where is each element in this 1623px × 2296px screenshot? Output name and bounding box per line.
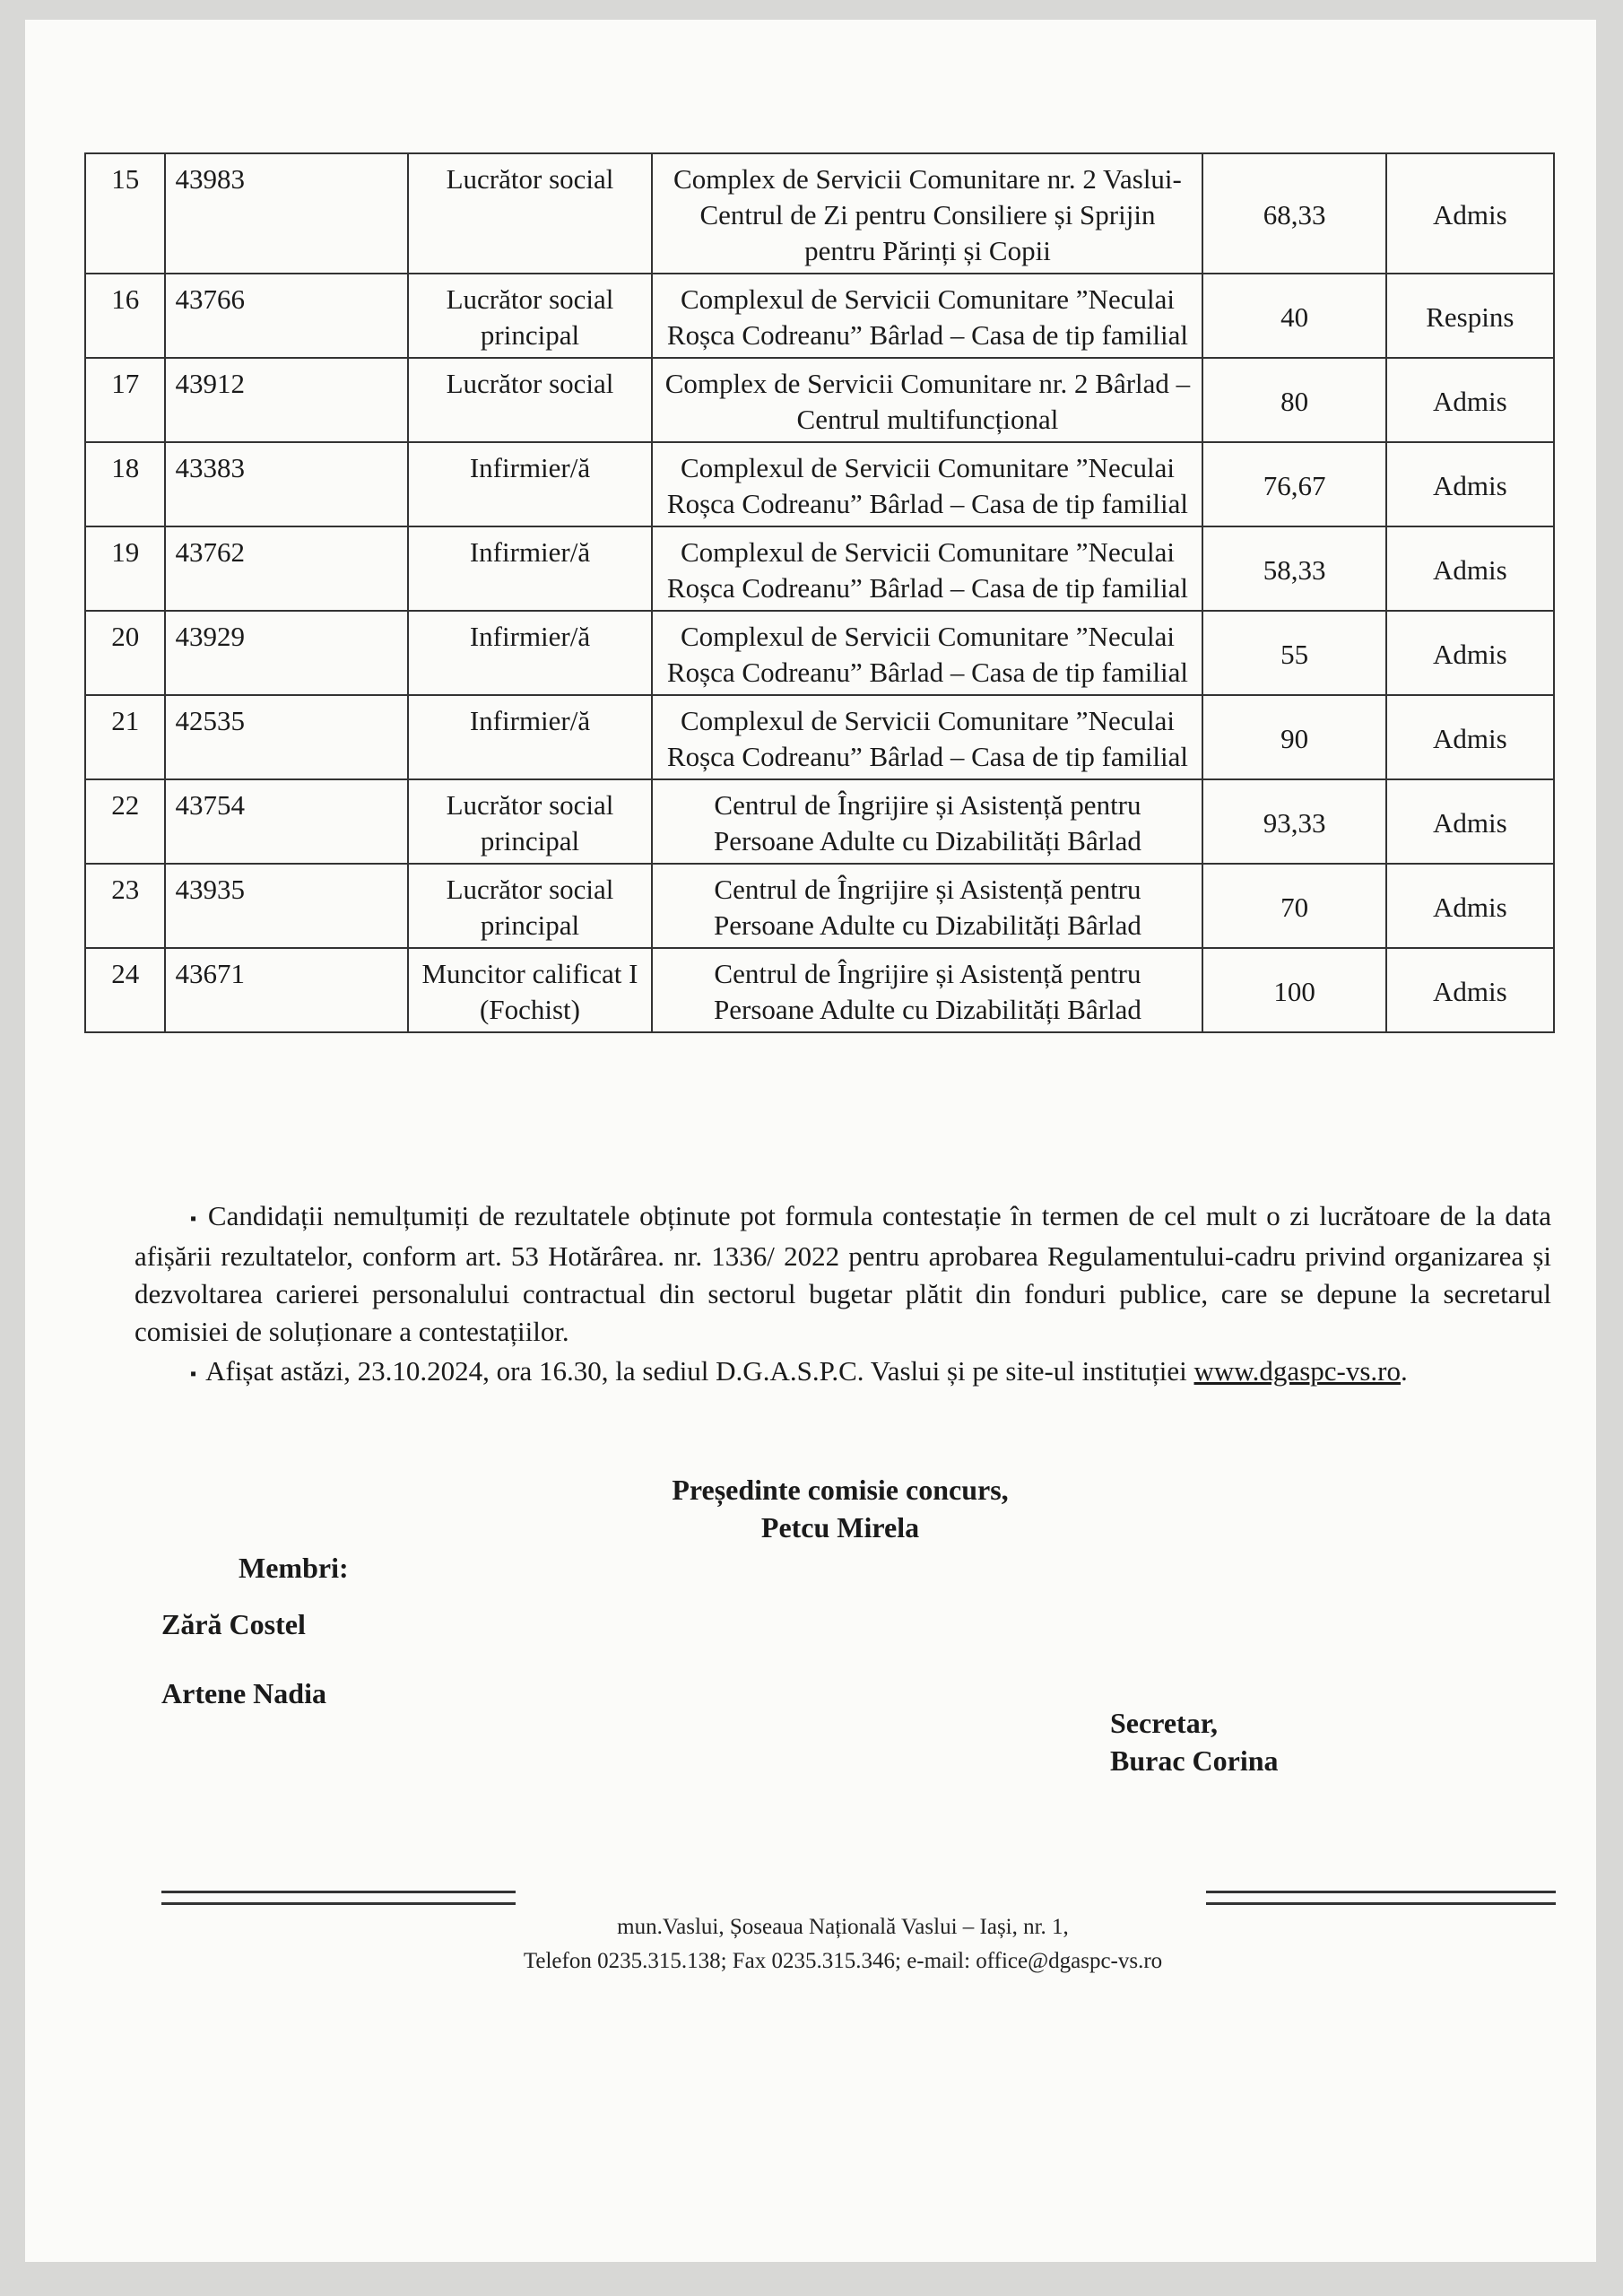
position-name: Lucrător social principal [408,779,653,864]
results-table-body [85,153,1554,1032]
results-table [84,152,1555,1033]
workplace-name: Complexul de Servicii Comunitare ”Neculai Roșca Codreanu” Bârlad – Casa de tip familial [652,526,1202,611]
table-row [85,153,1554,274]
membru-zara-costel: Zără Costel [161,1608,306,1640]
position-name: Lucrător social [408,358,653,442]
workplace-name: Complex de Servicii Comunitare nr. 2 Bârlad – Centrul multifuncțional [652,358,1202,442]
result-status: Admis [1386,526,1554,611]
contestatie-text: Candidații nemulțumiți de rezultatele obținute pot formula contestație în termen de cel mult o zi lucrătoare de la data afișării rezultatelor, conform art. 53 Hotărârea. nr. 1336/ 2022 pentru aprobarea Regulamentului-cadru privind organizarea și dezvoltarea carierei personalului contractual din sectorul bugetar plătit din fonduri publice, care se depune la secretarul comisiei de soluționare a contestațiilor. [135,1200,1552,1347]
position-name: Infirmier/ă [408,442,653,526]
result-status: Admis [1386,611,1554,695]
result-status: Admis [1386,153,1554,274]
row-number: 15 [85,153,165,274]
row-number: 19 [85,526,165,611]
row-number: 16 [85,274,165,358]
table-row [85,442,1554,526]
workplace-name: Complexul de Servicii Comunitare ”Neculai Roșca Codreanu” Bârlad – Casa de tip familial [652,695,1202,779]
row-number: 17 [85,358,165,442]
score: 55 [1202,611,1385,695]
candidate-code: 43935 [165,864,407,948]
score: 90 [1202,695,1385,779]
result-status: Admis [1386,695,1554,779]
result-status: Admis [1386,948,1554,1032]
position-name: Lucrător social principal [408,274,653,358]
result-status: Admis [1386,358,1554,442]
candidate-code: 43983 [165,153,407,274]
footer-rule-left [161,1891,516,1905]
contestatie-note [135,1197,1551,1351]
score: 68,33 [1202,153,1385,274]
presedinte-title: Președinte comisie concurs, [672,1474,1009,1506]
secretar-block [1110,1704,1279,1779]
row-number: 24 [85,948,165,1032]
workplace-name: Complexul de Servicii Comunitare ”Neculai Roșca Codreanu” Bârlad – Casa de tip familial [652,611,1202,695]
score: 80 [1202,358,1385,442]
footer-address [359,1910,1327,1979]
membru-artene-nadia: Artene Nadia [161,1677,326,1709]
candidate-code: 43912 [165,358,407,442]
workplace-name: Complexul de Servicii Comunitare ”Neculai Roșca Codreanu” Bârlad – Casa de tip familial [652,274,1202,358]
website-link[interactable]: www.dgaspc-vs.ro [1193,1354,1401,1387]
row-number: 20 [85,611,165,695]
workplace-name: Complexul de Servicii Comunitare ”Neculai Roșca Codreanu” Bârlad – Casa de tip familial [652,442,1202,526]
result-status: Respins [1386,274,1554,358]
workplace-name: Centrul de Îngrijire și Asistență pentru Persoane Adulte cu Dizabilități Bârlad [652,948,1202,1032]
row-number: 18 [85,442,165,526]
candidate-code: 43929 [165,611,407,695]
score: 70 [1202,864,1385,948]
workplace-name: Centrul de Îngrijire și Asistență pentru Persoane Adulte cu Dizabilități Bârlad [652,779,1202,864]
score: 40 [1202,274,1385,358]
afisat-suffix: . [1400,1354,1408,1387]
candidate-code: 43671 [165,948,407,1032]
footer-line-address: mun.Vaslui, Șoseaua Națională Vaslui – Iași, nr. 1, [617,1915,1069,1939]
presedinte-block [665,1471,1015,1546]
score: 100 [1202,948,1385,1032]
candidate-code: 43383 [165,442,407,526]
bullet-icon: ▪ [190,1208,199,1229]
afisat-text: Afișat astăzi, 23.10.2024, ora 16.30, la sediul D.G.A.S.P.C. Vaslui și pe site-ul instituției [205,1354,1187,1387]
result-status: Admis [1386,864,1554,948]
result-status: Admis [1386,779,1554,864]
table-row [85,779,1554,864]
workplace-name: Complex de Servicii Comunitare nr. 2 Vaslui- Centrul de Zi pentru Consiliere și Sprijin pentru Părinți și Copii [652,153,1202,274]
footer-line-contact: Telefon 0235.315.138; Fax 0235.315.346; e-mail: office@dgaspc-vs.ro [523,1949,1163,1973]
table-row [85,948,1554,1032]
position-name: Infirmier/ă [408,526,653,611]
afisat-note [135,1352,1551,1393]
position-name: Muncitor calificat I (Fochist) [408,948,653,1032]
table-row [85,358,1554,442]
table-row [85,274,1554,358]
position-name: Lucrător social principal [408,864,653,948]
bullet-icon: ▪ [190,1363,197,1384]
secretar-title: Secretar, [1110,1707,1218,1739]
candidate-code: 43762 [165,526,407,611]
workplace-name: Centrul de Îngrijire și Asistență pentru Persoane Adulte cu Dizabilități Bârlad [652,864,1202,948]
table-row [85,526,1554,611]
row-number: 21 [85,695,165,779]
score: 76,67 [1202,442,1385,526]
footer-rule-right [1206,1891,1556,1905]
table-row [85,695,1554,779]
secretar-name: Burac Corina [1110,1744,1279,1777]
score: 58,33 [1202,526,1385,611]
row-number: 22 [85,779,165,864]
table-row [85,611,1554,695]
candidate-code: 43754 [165,779,407,864]
score: 93,33 [1202,779,1385,864]
membri-title: Membri: [239,1552,349,1584]
position-name: Infirmier/ă [408,695,653,779]
notes-section [135,1197,1551,1395]
candidate-code: 42535 [165,695,407,779]
position-name: Lucrător social [408,153,653,274]
candidate-code: 43766 [165,274,407,358]
position-name: Infirmier/ă [408,611,653,695]
presedinte-name: Petcu Mirela [760,1511,920,1544]
result-status: Admis [1386,442,1554,526]
row-number: 23 [85,864,165,948]
table-row [85,864,1554,948]
